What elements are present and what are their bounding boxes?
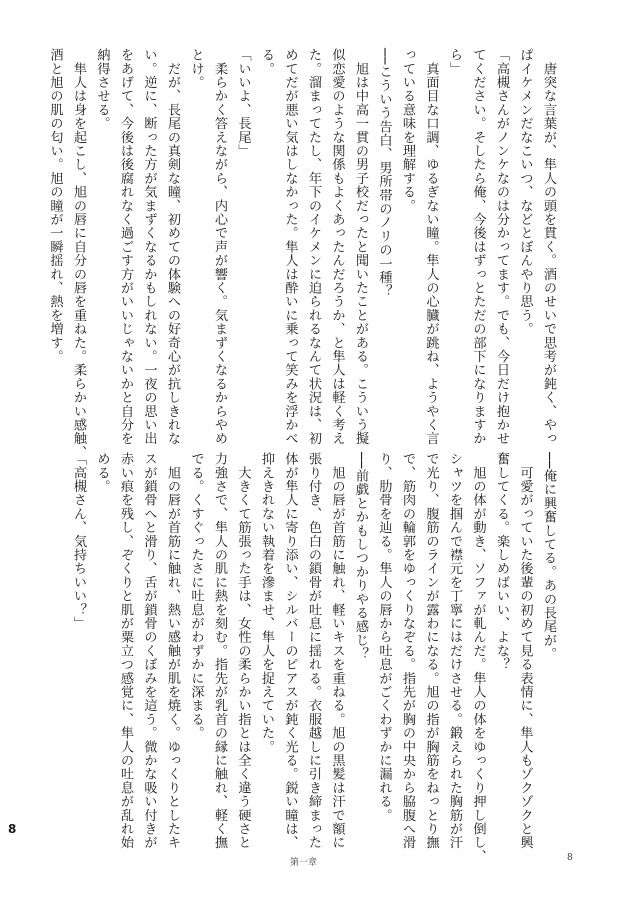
upper-text-block xyxy=(47,48,560,459)
text-line: 柔らかく答えながら、内心で声が響く。気まずくなるからやめ xyxy=(212,48,227,446)
text-line: 酒と旭の肌の匂い。旭の瞳が一瞬揺れ、熱を増す。 xyxy=(47,48,63,364)
text-line: 旭の唇が首筋に触れ、軽いキスを重ねる。旭の黒髪は汗で額に xyxy=(329,452,345,850)
text-line: 旭の体が動き、ソファが軋んだ。隼人の体をゆっくり押し倒し、 xyxy=(470,452,486,863)
text-line: 大きくて筋張った手は、女性の柔らかい指とは全く違う硬さと xyxy=(235,452,251,850)
text-line: でる。くすぐったさに吐息がわずかに深まる。 xyxy=(188,452,204,740)
text-line: をあげて、今後は後腐れなく過ごす方がいいじゃないかと自分を xyxy=(118,48,133,446)
text-line: 可愛がっていた後輩の初めて見る表情に、隼人もゾクゾクと興 xyxy=(517,452,533,850)
text-line: める。 xyxy=(94,452,110,494)
text-line: 納得させる。 xyxy=(94,48,110,131)
text-line: とけ。 xyxy=(188,48,204,90)
text-line: 「いいよ、長尾」 xyxy=(235,48,251,158)
text-line: っている意味を理解する。 xyxy=(400,48,415,213)
text-line: だが、長尾の真剣な瞳、初めての体験への好奇心が抗しきれな xyxy=(165,48,180,446)
text-line: 力強さで、隼人の肌に熱を刻む。指先が乳首の縁に触れ、軽く撫 xyxy=(212,452,227,850)
text-line: 隼人は身を起こし、旭の唇に自分の唇を重ねた。柔らかい感触、 xyxy=(71,48,86,459)
page-number: 8 xyxy=(567,853,573,863)
text-line: ら」 xyxy=(447,48,462,76)
text-line: めてだが悪い気はしなかった。隼人は酔いに乗って笑みを浮かべ xyxy=(282,48,298,446)
text-line: シャツを掴んで襟元を丁寧にはだけさせる。鍛えられた胸筋が汗 xyxy=(447,452,462,850)
text-line: 唐突な言葉が、隼人の頭を貫く。酒のせいで思考が鈍く、やっ xyxy=(541,48,556,446)
text-line: 「高槻さん、気持ちいい？」 xyxy=(71,452,86,631)
text-line: い。逆に、断った方が気まずくなるかもしれない。一夜の思い出 xyxy=(141,48,157,446)
text-line: スが鎖骨へと滑り、舌が鎖骨のくぼみを這う。微かな吸い付きが xyxy=(141,452,157,850)
text-line: 似恋愛のような関係もよくあったんだろうか、と隼人は軽く考え xyxy=(329,48,345,446)
text-line: 旭は中高一貫の男子校だったと聞いたことがある。こういう擬 xyxy=(353,48,368,446)
text-line: 抑えきれない執着を滲ませ、隼人を捉えていた。 xyxy=(259,452,274,754)
text-line: ──俺に興奮してる。あの長尾が。 xyxy=(541,452,556,661)
text-line: 真面目な口調、ゆるぎない瞳。隼人の心臓が跳ね、ようやく言 xyxy=(423,48,439,446)
text-line: 赤い痕を残し、ぞくりと肌が粟立つ感覚に、隼人の吐息が乱れ始 xyxy=(118,452,133,850)
text-line: 「高槻さんがノンケなのは分かってます。でも、今日だけ抱かせ xyxy=(494,48,509,446)
text-line: る。 xyxy=(259,48,274,76)
text-line: 体が隼人に寄り添い、シルバーのピアスが鈍く光る。鋭い瞳は、 xyxy=(282,452,298,850)
page-marker: 8 xyxy=(8,822,17,836)
text-line: で光り、腹筋のラインが露わになる。旭の指が胸筋をねっとり撫 xyxy=(423,452,439,850)
text-line: 旭の唇が首筋に触れ、熱い感触が肌を焼く。ゆっくりとしたキ xyxy=(165,452,180,850)
text-line: で、筋肉の輪郭をゆっくりなぞる。指先が胸の中央から脇腹へ滑 xyxy=(400,452,415,850)
text-line: ──前戯とかもしつかりやる感じ？ xyxy=(353,452,368,661)
text-line: り、肋骨を辿る。隼人の唇から吐息がごくわずかに漏れる。 xyxy=(376,452,392,822)
text-line: てください。そしたら俺、今後はずっとただの部下になりますか xyxy=(470,48,486,446)
text-line: 奮してくる。楽しめばいい、よな？ xyxy=(494,452,509,672)
text-line: ぱイケメンだなこいつ、などとぼんやり思う。 xyxy=(517,48,533,336)
text-line: 張り付き、色白の鎖骨が吐息に揺れる。衣服越しに引き締まった xyxy=(306,452,321,850)
chapter-title: 第一章 xyxy=(290,858,318,868)
text-line: た。溜まってたし、年下のイケメンに迫られるなんて状況は、初 xyxy=(306,48,321,446)
text-line: ──こういう告白、男所帯のノリの一種？ xyxy=(376,48,392,298)
